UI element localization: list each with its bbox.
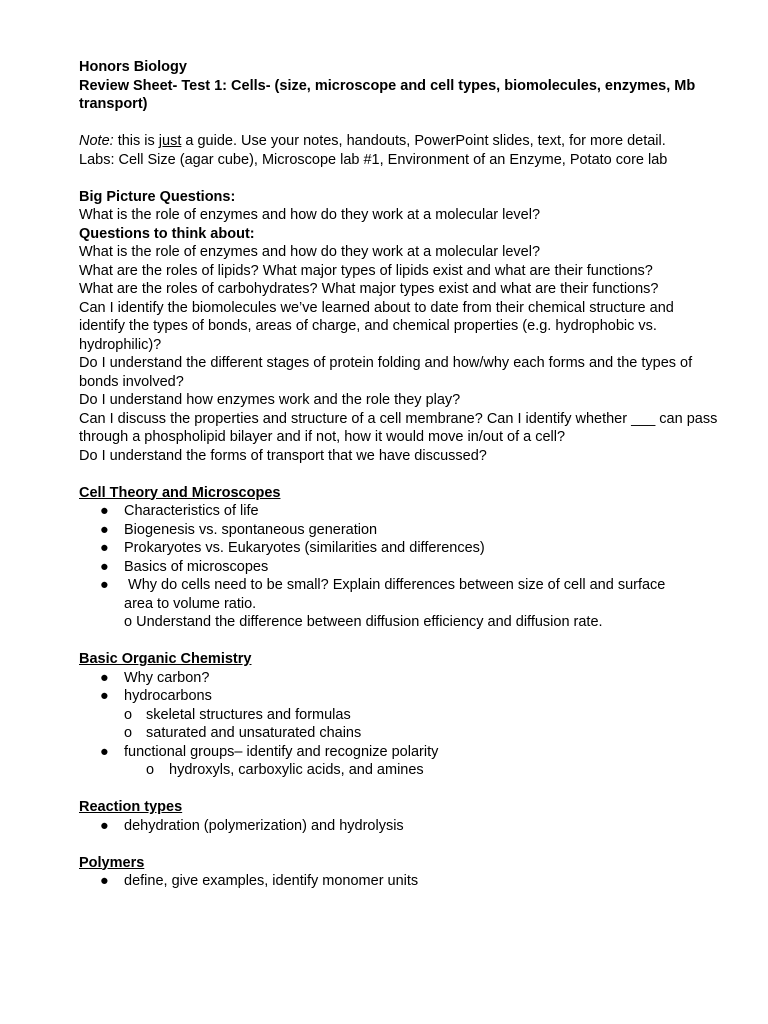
note-label: Note: — [79, 133, 114, 149]
list-item-text: skeletal structures and formulas — [146, 706, 351, 723]
think-question-8: Do I understand the forms of transport that we have discussed? — [79, 447, 487, 464]
spacer — [79, 632, 719, 651]
list-item — [79, 539, 719, 558]
list-sub-item: o Understand the difference between diffusion efficiency and diffusion rate. — [124, 614, 603, 630]
note-line — [79, 132, 719, 151]
bullet-icon: ● — [100, 540, 109, 556]
list-item-text: Why carbon? — [124, 669, 210, 686]
bullet-icon: ● — [100, 577, 109, 593]
list-item — [79, 576, 719, 595]
bullet-icon: ● — [100, 558, 109, 575]
list-item-text: hydroxyls, carboxylic acids, and amines — [169, 762, 424, 778]
bullet-icon: ● — [100, 503, 109, 519]
spacer — [79, 780, 719, 799]
sub-bullet-icon: o — [146, 762, 155, 778]
list-item-text: hydrocarbons — [124, 688, 212, 704]
section-heading-reaction-types: Reaction types — [79, 799, 183, 815]
think-about-heading: Questions to think about: — [79, 225, 255, 242]
bullet-icon: ● — [100, 688, 109, 704]
think-question-6: Do I understand how enzymes work and the role they play? — [79, 392, 461, 408]
reaction-types-list — [79, 817, 719, 836]
list-item-text: functional groups– identify and recognize polarity — [124, 743, 439, 760]
organic-chem-list — [79, 669, 719, 780]
bullet-icon: ● — [100, 743, 109, 760]
labs-line: Labs: Cell Size (agar cube), Microscope lab #1, Environment of an Enzyme, Potato core lab — [79, 151, 668, 168]
list-item-continuation: area to volume ratio. — [124, 595, 257, 612]
list-item — [79, 502, 719, 521]
think-question-1: What is the role of enzymes and how do they work at a molecular level? — [79, 244, 541, 260]
polymers-list — [79, 872, 719, 891]
think-question-3: What are the roles of carbohydrates? What major types exist and what are their functions? — [79, 281, 659, 297]
list-item-text: define, give examples, identify monomer units — [124, 873, 419, 889]
list-item — [79, 872, 719, 891]
section-heading-polymers: Polymers — [79, 854, 145, 871]
bullet-icon: ● — [100, 669, 109, 686]
list-item — [79, 521, 719, 540]
list-item — [79, 558, 719, 577]
bullet-icon: ● — [100, 521, 109, 538]
sub-bullet-icon: o — [124, 706, 133, 723]
big-picture-heading: Big Picture Questions: — [79, 188, 236, 205]
list-item-text: Why do cells need to be small? Explain differences between size of cell and surface — [124, 577, 666, 593]
think-question-2: What are the roles of lipids? What major types of lipids exist and what are their functions? — [79, 262, 653, 279]
think-question-5: Do I understand the different stages of protein folding and how/why each forms and the types of bonds involved? — [79, 355, 693, 390]
list-sub-item — [79, 706, 719, 725]
review-title: Review Sheet- Test 1: Cells- (size, microscope and cell types, biomolecules, enzymes, Mb transport) — [79, 77, 696, 112]
list-item — [79, 743, 719, 762]
sub-bullet-icon: o — [124, 725, 133, 741]
bullet-icon: ● — [100, 873, 109, 889]
list-item-text: Characteristics of life — [124, 503, 259, 519]
list-sub-item — [79, 724, 719, 743]
course-title: Honors Biology — [79, 59, 187, 75]
note-text-after: a guide. Use your notes, handouts, PowerPoint slides, text, for more detail. — [181, 133, 666, 149]
list-item-text: Prokaryotes vs. Eukaryotes (similarities and differences) — [124, 540, 485, 556]
list-item-text: Biogenesis vs. spontaneous generation — [124, 521, 378, 538]
spacer — [79, 169, 719, 188]
section-heading-organic-chem: Basic Organic Chemistry — [79, 651, 252, 667]
list-item-text: saturated and unsaturated chains — [146, 725, 362, 741]
list-item — [79, 669, 719, 688]
note-emphasis: just — [158, 133, 182, 149]
list-sub-item — [79, 761, 719, 780]
list-item-text: Basics of microscopes — [124, 558, 269, 575]
section-heading-cell-theory: Cell Theory and Microscopes — [79, 484, 281, 501]
big-picture-question: What is the role of enzymes and how do they work at a molecular level? — [79, 207, 541, 223]
document-body — [79, 58, 719, 891]
think-question-7: Can I discuss the properties and structure of a cell membrane? Can I identify whether ___ can pass through a phospholipid bilayer and if not, how it would move in/out of a cell? — [79, 410, 718, 445]
think-question-4: Can I identify the biomolecules we’ve learned about to date from their chemical structure and identify the types of bonds, areas of charge, and chemical properties (e.g. hydrophobic vs. hydrophilic)? — [79, 299, 674, 353]
list-item — [79, 817, 719, 836]
note-text-before: this is — [113, 133, 159, 149]
cell-theory-list — [79, 502, 719, 632]
spacer — [79, 114, 719, 133]
list-item — [79, 687, 719, 706]
list-item-text: dehydration (polymerization) and hydrolysis — [124, 817, 404, 834]
spacer — [79, 465, 719, 484]
spacer — [79, 835, 719, 854]
bullet-icon: ● — [100, 817, 109, 834]
